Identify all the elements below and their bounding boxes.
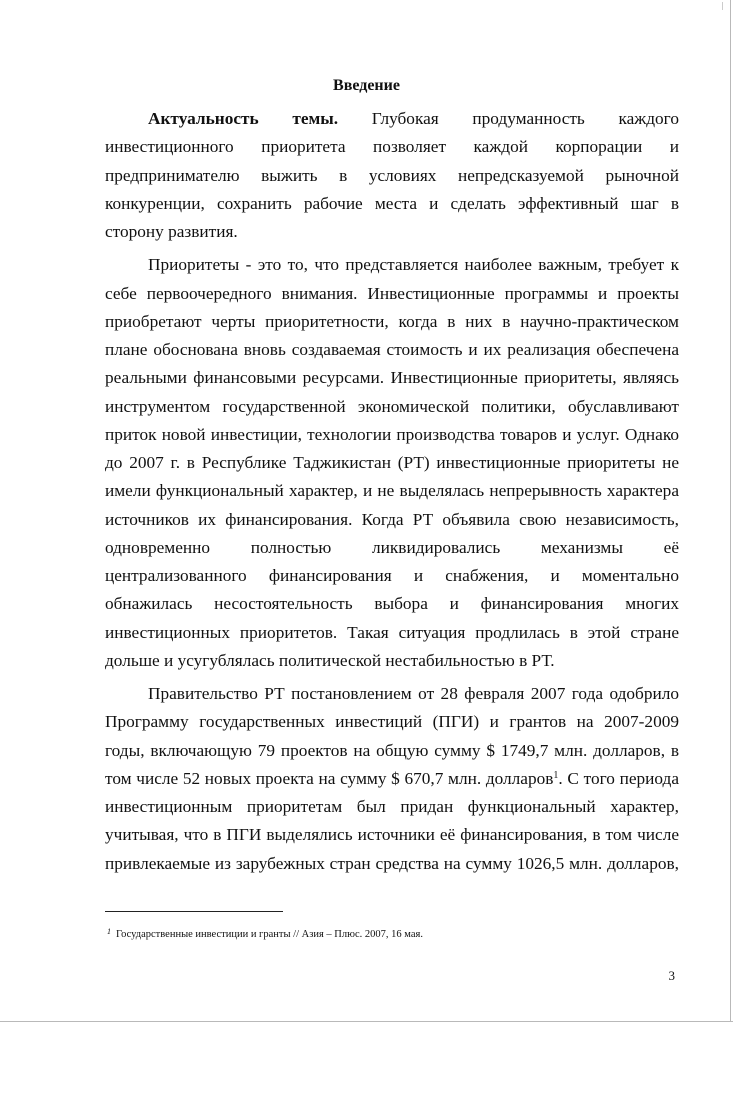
page-edge-right: [730, 0, 731, 1022]
footnote-separator: [105, 911, 283, 912]
paragraph-text: Правительство РТ постановлением от 28 февраля 2007 года одобрило Программу государственных инвестиций (ПГИ) и грантов на 2007-2009 годы, включающую 79 проектов на общую сумму $ 1749,7 млн. долларов, в том числе 52 новых проекта на сумму $ 670,7 млн. долларов: [105, 684, 679, 788]
document-body: [105, 105, 679, 878]
section-lead: Актуальность темы.: [148, 109, 339, 128]
page-number: 3: [668, 968, 675, 983]
footnote-mark: 1: [107, 927, 111, 936]
paragraph-text: . С того периода инвестиционным приоритетам был придан функциональный характер, учитывая, что в ПГИ выделялись источники её финансирования, в том числе привлекаемые из зарубежных стран средства на сумму 1026,5 млн. долларов,: [105, 768, 679, 873]
footnote: [107, 925, 667, 942]
paragraph-text: Приоритеты - это то, что представляется наиболее важным, требует к себе первоочередного внимания. Инвестиционные программы и проекты приобретают черты приоритетности, когда в них в научно-практическом плане обоснована вновь создаваемая стоимость и их реализация обеспечена реальными финансовыми ресурсами. Инвестиционные приоритеты, являясь инструментом государственной экономической политики, обуславливают приток новой инвестиции, технологии производства товаров и услуг. Однако до 2007 г. в Республике Таджикистан (РТ) инвестиционные приоритеты не имели функциональный характер, и не выделялась непрерывность характера источников их финансирования. Когда РТ объявила свою независимость, одновременно полностью ликвидировались механизмы её централизованного финансирования и снабжения, и моментально обнажилась несостоятельность выбора и финансирования многих инвестиционных приоритетов. Такая ситуация продлилась в этой стране дольше и усугублялась политической нестабильностью в РТ.: [105, 255, 679, 670]
paragraph-relevance: [105, 105, 679, 246]
page-edge-bottom: [0, 1021, 733, 1022]
paragraph-government: [105, 680, 679, 878]
paragraph-priorities: [105, 251, 679, 675]
paragraph-text: Глубокая продуманность каждого инвестиционного приоритета позволяет каждой корпорации и предпринимателю выжить в условиях непредсказуемой рыночной конкуренции, сохранить рабочие места и сделать эффективный шаг в сторону развития.: [105, 109, 679, 241]
page-title: Введение: [333, 77, 400, 94]
footnote-text: Государственные инвестиции и гранты // Азия – Плюс. 2007, 16 мая.: [116, 929, 423, 940]
footnote-reference: 1: [553, 769, 559, 781]
scan-mark: [722, 2, 723, 10]
